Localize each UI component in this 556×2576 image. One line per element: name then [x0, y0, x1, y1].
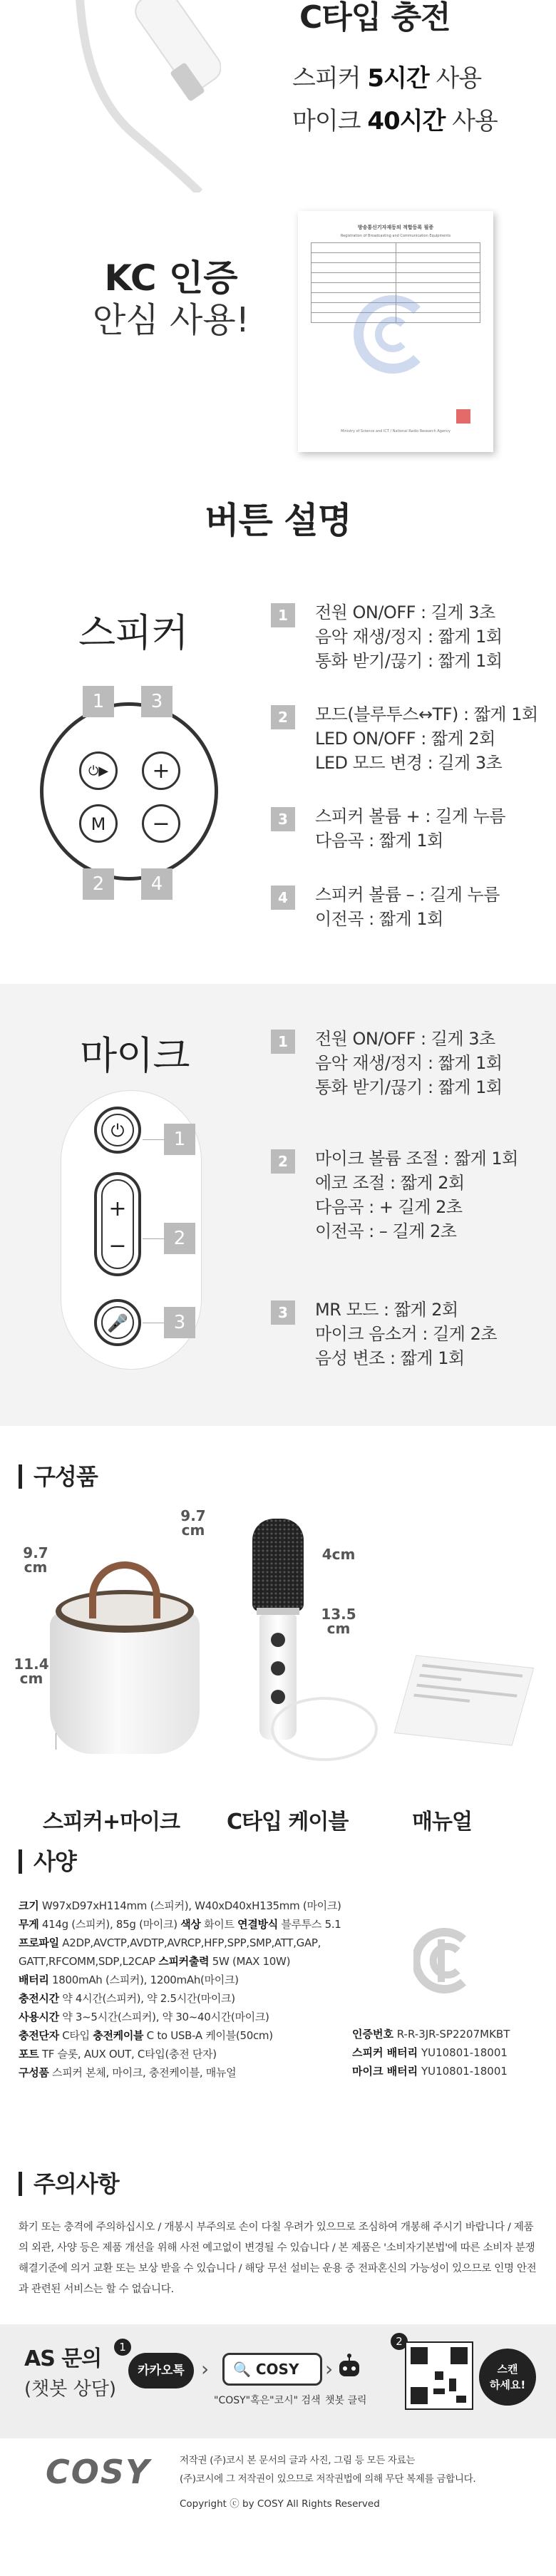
- usb-c-cable-image: [50, 0, 221, 193]
- spec-row: 사용시간 약 3~5시간(스피커), 약 30~40시간(마이크): [19, 2011, 269, 2023]
- desc-line: 통화 받기/끊기 : 짧게 1회: [315, 651, 503, 671]
- speaker-usage-time: 스피커 5시간 사용: [292, 64, 482, 93]
- spec-cert-info: [352, 2025, 510, 2080]
- desc-number: 2: [271, 705, 295, 729]
- copyright-notice: [180, 2451, 550, 2488]
- speaker-button-number-2: 2: [83, 868, 114, 900]
- cable-product-image: [271, 1697, 378, 1761]
- cert-heading: 방송통신기자재등의 적합등록 필증: [357, 225, 434, 230]
- speaker-button-number-1: 1: [83, 686, 114, 717]
- buttons-section-title: 버튼 설명: [205, 500, 351, 541]
- mic-height-dim: 13.5 cm: [321, 1606, 356, 1637]
- as-inquiry-bar: [0, 2324, 556, 2438]
- spec-list: [19, 1897, 346, 2082]
- desc-number: 4: [271, 886, 295, 910]
- spec-cert-row: 인증번호 R-R-3JR-SP2207MKBT: [352, 2028, 510, 2041]
- desc-line: 이전곡 : 짧게 1회: [315, 909, 443, 929]
- kc-watermark-inner-icon: [375, 317, 411, 352]
- desc-line: 음성 변조 : 짧게 1회: [315, 1348, 465, 1368]
- desc-line: MR 모드 : 짧게 2회: [315, 1300, 458, 1320]
- spec-row: 크기 W97xD97xH114mm (스피커), W40xD40xH135mm (마이크): [19, 1899, 341, 1912]
- copyright-line-1: 저작권 (주)코시 본 문서의 글과 사진, 그림 등 모든 자료는: [180, 2455, 416, 2466]
- kc-mark-icon: [413, 1925, 485, 1996]
- desc-line: 통화 받기/끊기 : 짧게 1회: [315, 1077, 503, 1097]
- cert-subheading: Registration of Broadcasting and Communication Equipments: [340, 234, 451, 238]
- plus-icon: +: [108, 1196, 127, 1221]
- official-seal-icon: [456, 409, 470, 424]
- chatbot-robot-icon[interactable]: [335, 2353, 364, 2381]
- kc-subtitle: 안심 사용!: [93, 300, 249, 340]
- desc-line: LED ON/OFF : 짧게 2회: [315, 729, 495, 749]
- speaker-product-image: [50, 1561, 200, 1754]
- cosy-search-box[interactable]: 🔍 COSY: [222, 2353, 322, 2386]
- mic-label: 마이크: [80, 1033, 190, 1078]
- component-label-cable: C타입 케이블: [227, 1810, 349, 1834]
- mic-depth-dim: 4cm: [321, 1546, 356, 1563]
- mic-button-number-3: 3: [164, 1307, 195, 1338]
- manual-product-image: [394, 1655, 535, 1745]
- desc-line: 전원 ON/OFF : 길게 3초: [315, 1029, 495, 1049]
- desc-line: 에코 조절 : 짧게 2회: [315, 1173, 465, 1193]
- caution-text: 화기 또는 충격에 주의하십시오 / 개봉시 부주의로 손이 다칠 우려가 있으므로 조심하여 개봉해 주시기 바랍니다 / 제품의 외관, 사양 등은 제품 개선을 위해 사전 예고없이 변경될 수 있습니다 / 본 제품은 '소비자기본법'에 따른 소비자 분쟁 해결기준에 의거 교환 또는 보상 받을 수 있습니다 / 해당 무선 설비는 운용 중 전파혼신의 가능성이 있으므로 인명 안전과 관련된 서비스는 할 수 없습니다.: [19, 2222, 537, 2295]
- cosy-logo: COSY: [46, 2453, 151, 2491]
- spec-row: 포트 TF 슬롯, AUX OUT, C타입(충전 단자): [19, 2048, 217, 2061]
- desc-line: 음악 재생/정지 : 짧게 1회: [315, 627, 503, 647]
- as-subtitle: (챗봇 상담): [24, 2379, 117, 2400]
- desc-line: 스피커 볼륨 – : 길게 누름: [315, 885, 500, 905]
- step-badge-1: 1: [114, 2339, 131, 2356]
- connector-line: [143, 1139, 164, 1140]
- search-instruction: "COSY"혹은"코시" 검색: [214, 2395, 321, 2406]
- mic-usage-time: 마이크 40시간 사용: [292, 107, 498, 135]
- desc-number: 2: [271, 1149, 295, 1174]
- spec-row: 충전단자 C타입 충전케이블 C to USB-A 케이블(50cm): [19, 2029, 273, 2042]
- spec-row: 구성품 스피커 본체, 마이크, 충전케이블, 매뉴얼: [19, 2066, 237, 2079]
- mode-button-icon: M: [79, 804, 118, 843]
- as-title: AS 문의: [24, 2346, 102, 2371]
- desc-number: 3: [271, 807, 295, 831]
- components-title: 구성품: [19, 1464, 98, 1489]
- volume-down-button-icon: −: [142, 804, 180, 843]
- speaker-height-dim: 11.4 cm: [14, 1656, 49, 1687]
- kc-certificate-image: [298, 211, 493, 452]
- spec-row: 충전시간 약 4시간(스피커), 약 2.5시간(마이크): [19, 1992, 235, 2005]
- desc-number: 1: [271, 1030, 295, 1054]
- desc-number: 3: [271, 1300, 295, 1325]
- caution-title: 주의사항: [19, 2172, 119, 2196]
- spec-row: 배터리 1800mAh (스피커), 1200mAh(마이크): [19, 1974, 239, 1986]
- spec-title: 사양: [19, 1849, 76, 1874]
- desc-line: 마이크 음소거 : 길게 2초: [315, 1324, 498, 1344]
- desc-line: LED 모드 변경 : 길게 3초: [315, 753, 503, 773]
- kakaotalk-button[interactable]: 카카오톡: [128, 2353, 194, 2388]
- charge-section: [0, 0, 556, 471]
- desc-line: 전원 ON/OFF : 길게 3초: [315, 602, 495, 622]
- mic-button-number-1: 1: [164, 1124, 195, 1155]
- component-label-speaker-mic: 스피커+마이크: [43, 1810, 180, 1834]
- chatbot-click-label: 챗봇 클릭: [325, 2395, 367, 2406]
- speaker-button-number-3: 3: [141, 686, 173, 717]
- mic-section: [0, 984, 556, 1426]
- desc-line: 모드(블루투스↔TF) : 짧게 1회: [315, 704, 538, 724]
- desc-line: 마이크 볼륨 조절 : 짧게 1회: [315, 1149, 518, 1169]
- step-badge-2: 2: [391, 2333, 408, 2350]
- minus-icon: −: [108, 1233, 127, 1258]
- power-icon: ⏻: [110, 1121, 125, 1141]
- mic-mr-button: [94, 1299, 141, 1346]
- copyright-text: Copyright ⓒ by COSY All Rights Reserved: [180, 2498, 380, 2510]
- desc-number: 1: [271, 603, 295, 627]
- spec-cert-row: 마이크 배터리 YU10801-18001: [352, 2065, 508, 2078]
- microphone-icon: 🎤: [107, 1313, 128, 1333]
- speaker-label: 스피커: [78, 610, 188, 655]
- charge-title: C타입 충전: [299, 0, 451, 36]
- copyright-line-2: (주)코시에 그 저작권이 있으므로 저작권법에 의해 무단 복제를 금합니다.: [180, 2473, 476, 2485]
- speaker-top-diagram: [40, 691, 218, 895]
- spec-row: GATT,RFCOMM,SDP,L2CAP 스피커출력 5W (MAX 10W): [19, 1955, 291, 1968]
- mic-button-number-2: 2: [164, 1223, 195, 1254]
- spec-cert-row: 스피커 배터리 YU10801-18001: [352, 2046, 508, 2059]
- speaker-button-number-4: 4: [141, 868, 173, 900]
- scan-badge: 스캔 하세요!: [479, 2349, 536, 2406]
- kc-title: KC 인증: [104, 257, 238, 299]
- chevron-right-icon: ›: [325, 2357, 334, 2381]
- spec-row: 프로파일 A2DP,AVCTP,AVDTP,AVRCP,HFP,SPP,SMP,ATT,GAP,: [19, 1936, 321, 1949]
- mic-volume-button: [94, 1172, 141, 1276]
- component-label-manual: 매뉴얼: [412, 1810, 472, 1834]
- power-play-button-icon: ⏻▶: [79, 751, 118, 790]
- speaker-width-dim: 9.7 cm: [23, 1544, 48, 1576]
- spec-row: 무게 414g (스피커), 85g (마이크) 색상 화이트 연결방식 블루투스 5.1: [19, 1918, 341, 1931]
- volume-up-button-icon: +: [142, 751, 180, 790]
- desc-line: 스피커 볼륨 + : 길게 누름: [315, 806, 505, 826]
- mic-power-button: [94, 1107, 141, 1154]
- desc-line: 음악 재생/정지 : 짧게 1회: [315, 1053, 503, 1073]
- desc-line: 다음곡 : 짧게 1회: [315, 831, 443, 851]
- desc-line: 다음곡 : + 길게 2초: [315, 1197, 463, 1217]
- cert-footer: Ministry of Science and ICT / National Radio Research Agency: [341, 429, 451, 433]
- chevron-right-icon: ›: [201, 2357, 210, 2381]
- connector-line: [143, 1238, 164, 1239]
- qr-code-icon[interactable]: [405, 2341, 473, 2410]
- speaker-depth-dim: 9.7 cm: [180, 1507, 206, 1539]
- desc-line: 이전곡 : – 길게 2초: [315, 1221, 457, 1241]
